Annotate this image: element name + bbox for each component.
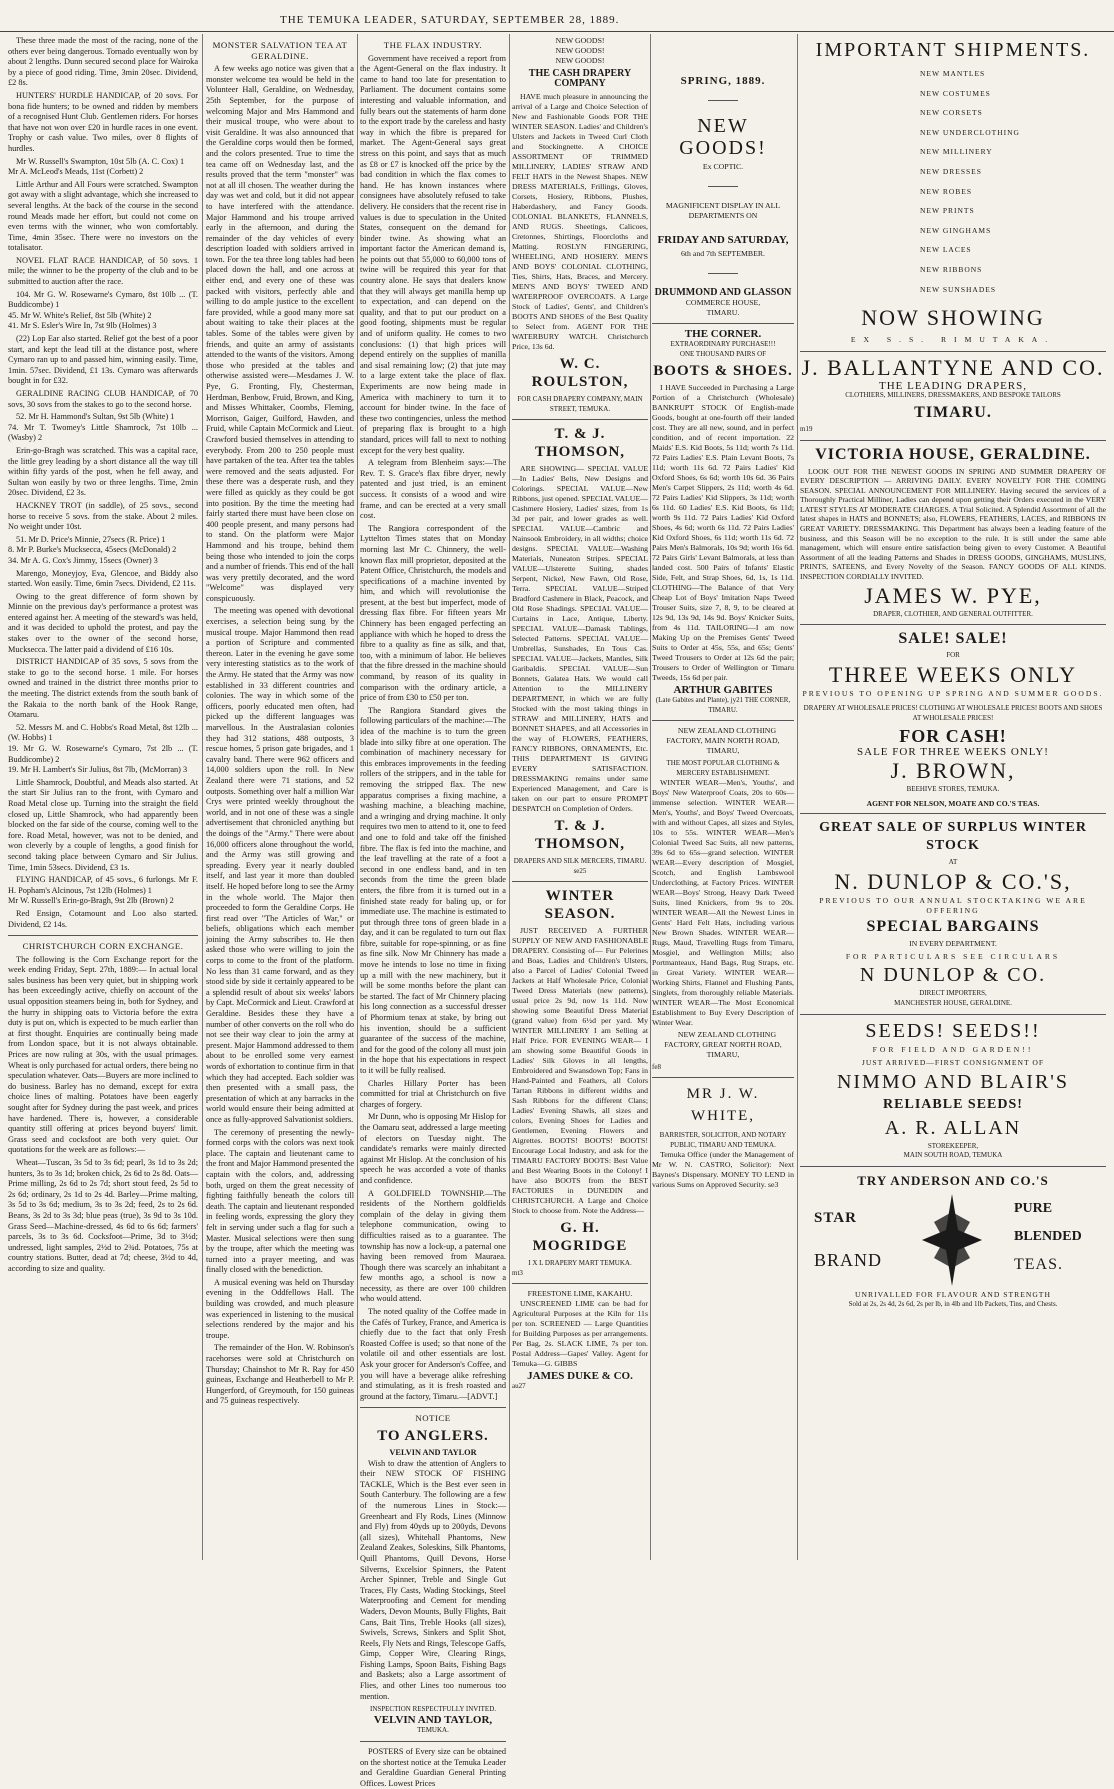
salvation-body-2: The meeting was opened with devotional exercises, a selection being sung by the musical troupe. Major Hammond then read a portion of Scripture and commented thereon. Later in the evening he gave some very interesting statistics as to the work of the Army. He stated that the Army was now established in 33 different countries and colonies. The way in which some of the officers, poorly educated men often, had picked up the different languages was marvellous. In the Australasian colonies they had 312 stations, 488 outposts, 3 rescue homes, 5 prison gate brigades, and 1 cavalry band. There were 962 officers and 14,000 soldiers upon the roll. In New Zealand there were 71 stations, and 52 outposts. Something over half a million War Crys were printed weekly throughout the world, and in not one of these was a single advertisement that chronicled anything but the doings of the "Army." There were about 16,000 officers alone throughout the world, and the Army was still growing and spreading. Every year it nearly doubled itself, and last year it more than doubled itself. He hoped before long to see the Army in the whole world. The Major then proceeded to form the Geraldine Corps. He first read over "The Articles of War," or beliefs, obligations which each member joining the Army subscribes to. He then asked those who were willing to join the corps to come to the front of the platform. No less than 31 came forward, and as they stood side by side it certainly appeared to be a splendid result of about six weeks' labors by Capt. McCormick and Lieut. Crawford at Geraldine. Besides these they have a number of other converts on the roll who do not see their way clear to join the army at present. Major Hammond addressed to them about to be enrolled some very earnest words of exhortation to continue firm in that which they had accepted. Each soldier was then presented with a small pass, the presentation of which at any barracks in the world would ensure their being admitted at once as fully-approved Salvationist soldiers.	[206, 606, 354, 1124]
spring-heading: SPRING, 1889.	[680, 75, 766, 87]
corn-exchange-heading: CHRISTCHURCH CORN EXCHANGE.	[22, 941, 184, 952]
hurdle-handicap: HUNTERS' HURDLE HANDICAP, of 20 sovs. For bona fide hunters; to be owned and ridden by members of a recognised Hunt Club. Gentlemen riders. For horses that have not won over £20 in hurdle races in one event. Trophy or cash value. Two miles, over 8 flights of hurdles.	[8, 90, 198, 153]
thomson-name: T. & J. THOMSON,	[534, 426, 626, 460]
pure-label: PURE	[1014, 1200, 1053, 1216]
previous-line: PREVIOUS TO OPENING UP SPRING AND SUMMER GOODS.	[802, 688, 1104, 698]
page-title: THE TEMUKA LEADER, SATURDAY, SEPTEMBER 28, 1889.	[280, 14, 620, 26]
velvin-town: TEMUKA.	[417, 1726, 449, 1735]
commerce-house: COMMERCE HOUSE,	[685, 298, 761, 307]
cash-drapery-heading: THE CASH DRAPERY COMPANY	[528, 68, 632, 89]
posters-advert: POSTERS of Every size can be obtained on the shortest notice at the Temuka Leader and Geraldine Guardian General Printing Offices. Lowest Prices	[360, 1747, 506, 1788]
geraldine-report: Erin-go-Bragh was scratched. This was a capital race, the little grey leading by a short distance all the way till within fifty yards of the post, when he fell away, and Sultan won easily by two or three lengths. Time, 2min 20sec. Dividend, £2 3s.	[8, 445, 198, 498]
cash-drapery-body: HAVE much pleasure in announcing the arrival of a Large and Choice Selection of New and Fashionable Goods FOR THE WINTER SEASON. Ladies' and Children's Ulsters and Jackets in Tweed Curl Cloth and Stockingnette. A CHOICE ASSORTMENT OF TRIMMED MILLINERY, LADIES' STRAW AND FELT HATS in the Newest Shapes. NEW DRESS MATERIALS, Frillings, Gloves, Corsets, Hosiery, Ribbons, Plushes, Haberdashery, and Fancy Goods. COLONIAL BLANKETS, FLANNELS, AND RUGS. Sheetings, Calicoes, Cretonnes, Shirtings, Floorcloths and Matting. ROSLYN FINGERING, WHEELING, AND HOSIERY. MEN'S AND BOYS' COLONIAL CLOTHING, Ties, Shirts, Hats, Braces, and Mercery. MEN'S AND BOYS' TWEED AND WATERPROOF OVERCOATS. A Large Stock of Ladies', Gents', and Children's BOOTS AND SHOES of the Best Quality to Select from. AGENT FOR THE WATERBURY WATCH. Christchurch Price, 13s 6d.	[512, 92, 648, 351]
agent-line: AGENT FOR NELSON, MOATE AND CO.'S TEAS.	[866, 798, 1040, 808]
new-goods-1: NEW GOODS!	[555, 36, 605, 45]
column-divider	[509, 34, 510, 1560]
divider	[652, 323, 794, 324]
sale-heading: SALE! SALE!	[898, 630, 1008, 648]
storekeeper: STOREKEEPER,	[927, 1141, 979, 1150]
notice-heading: NOTICE	[415, 1413, 451, 1424]
thomson-sub: DRAPERS AND SILK MERCERS, TIMARU. se25	[513, 857, 647, 875]
just-arrived: JUST ARRIVED—FIRST CONSIGNMENT OF	[861, 1058, 1045, 1068]
hackney-trot: HACKNEY TROT (in saddle), of 25 sovs., second horse to receive 5 sovs. from the stake. About 2 miles. No weight under 10st.	[8, 500, 198, 532]
pye-name: JAMES W. PYE,	[864, 582, 1042, 608]
rimutaka-line: EX S.S. RIMUTAKA.	[850, 335, 1056, 345]
nz-clothing-footer: NEW ZEALAND CLOTHING FACTORY, GREAT NORTH ROAD, TIMARU,	[664, 1030, 782, 1059]
try-anderson: TRY ANDERSON AND CO.'S	[857, 1172, 1049, 1188]
divider	[800, 440, 1106, 441]
pye-sub: DRAPER, CLOTHIER, AND GENERAL OUTFITTER.	[873, 609, 1033, 618]
special-bargains: SPECIAL BARGAINS	[866, 918, 1040, 936]
list-item: NEW CORSETS	[920, 108, 983, 118]
mogridge-sub: I X L DRAPERY MART TEMUKA.	[528, 1259, 632, 1267]
roulston-name: W. C. ROULSTON,	[531, 356, 629, 390]
geraldine-handicap: GERALDINE RACING CLUB HANDICAP, of 70 sovs, 30 sovs from the stakes to go to the second horse.	[8, 389, 198, 409]
divider	[8, 935, 198, 936]
allan-name: A. R. ALLAN	[884, 1116, 1022, 1139]
list-item: NEW GINGHAMS	[920, 225, 992, 235]
divider	[800, 624, 1106, 625]
flax-body-4: The Rangiora Standard gives the following particulars of the machine:—The idea of the machine is to turn the green blade into silky fibre at one operation. The combination of machinery necessary for this embraces improvements in the feeding rollers of the strippers, and in the table for removing the stripped flax. The new apparatus comprises a fixing machine, a washing machine, a bleaching machine, and a wringing and drying machine. It only requires two men to attend to it, one to feed and one to fold and take off the finished fibre. The flax is fed into the machine, and the leaf travelling at the rate of a foot a second in one endless band, and in ten seconds from the time the green blade enters, the fibre from it is turned out in a finished state ready for baling up, or for immediate use. The machine is estimated to put through three tons of green blade in a day, and it can be regulated to turn out flax fibre, suitable for rope-spinning, or as fine as fine silk. Now Mr Chinnery has made a move he intends to lose no time in fixing up a mill with the new machinery, but it will be some months before the plant can be started. The fact of Mr Chinnery placing his long connection as a successful dresser of Phormium tenax at stake, by bring out his invention, should be a sufficient guarantee of the success of the machine, and for the good of the colony all must join in the hope that his expectations in respect to it will be fully realised.	[360, 705, 506, 1075]
star-icon	[922, 1194, 982, 1286]
unrivalled-line: UNRIVALLED FOR FLAVOUR AND STRENGTH	[855, 1289, 1051, 1299]
previous-stocktaking: PREVIOUS TO OUR ANNUAL STOCKTAKING WE ARE OFFERING	[819, 895, 1087, 915]
brand-label: BRAND	[814, 1249, 883, 1270]
mogridge-code: mt3	[512, 1269, 523, 1277]
drummond-name: DRUMMOND AND GLASSON	[654, 287, 792, 298]
direct-importers: DIRECT IMPORTERS,	[919, 989, 987, 998]
divider	[800, 1166, 1106, 1167]
magnificent-line: MAGNIFICENT DISPLAY IN ALL DEPARTMENTS ON	[665, 201, 781, 220]
nz-clothing-heading: NEW ZEALAND CLOTHING FACTORY, MAIN NORTH ROAD, TIMARU,	[666, 726, 780, 755]
important-shipments: IMPORTANT SHIPMENTS.	[815, 39, 1091, 61]
divider	[708, 186, 738, 187]
list-item: NEW SUNSHADES	[920, 284, 996, 294]
clothiers-line: CLOTHIERS, MILLINERS, DRESSMAKERS, AND BESPOKE TAILORS	[845, 391, 1061, 400]
novel-report: (22) Lop Ear also started. Relief got the best of a poor start, and kept the lead till at the distance post, where Cymaro ran up to and passed him, winning easily. Time, 1min. 57sec. Dividend, £1 13s. Cymaro was afterwards bought in for £32.	[8, 334, 198, 386]
column-flax-industry	[360, 36, 506, 1788]
trot-report: Marengo, Moneyjoy, Eva, Glencoe, and Biddy also started. Won easily. Time, 6min 7secs. Dividend, £2 11s.	[8, 568, 198, 589]
sold-line: Sold at 2s, 2s 4d, 2s 6d, 2s per lb, in 4lb and 1lb Packets, Tins, and Chests.	[848, 1299, 1058, 1308]
divider	[652, 720, 794, 721]
goldfield-note: A GOLDFIELD TOWNSHIP.—The residents of the Northern goldfields complain of the delay in giving them telephone communication, owing to difficulties raised as to a guarantee. The township has now a lock-up, a paternal one having been removed from Mauraea. Though there was scarcely an inhabitant a few months ago, a school is now a necessity, as there are over 100 children who would attend.	[360, 1188, 506, 1304]
district-results: 52. Messrs M. and C. Hobbs's Road Metal, 8st 12lb ... (W. Hobbs) 1 19. Mr G. W. Rosewarne's Cymaro, 7st 2lb ... (T. Buddicombe) 2 19. Mr H. Lambert's Sir Julius, 8st 7lb, (McMorran) 3	[8, 722, 198, 775]
winter-wear-body: WINTER WEAR—Men's, Youths', and Boys' New Waterproof Coats, 20s to 60s—immense selection. WINTER WEAR—Men's, Youths', and Boys' Tweed Overcoats, with and without Capes, all sizes and Styles, 10s to 55s. WINTER WEAR—Men's Colonial Tweed Sac Suits, all new patterns, 39s 6d to 65s—grand selection. WINTER WEAR—Every description of Mosgiel, Scotch, and English Lambswool Underclothing, at Factory Prices. WINTER WEAR—Boys' Strong, Heavy Dark Tweed Suits, lined Knickers, from 9s to 20s. WINTER WEAR—All the Newest Lines in Gents' Hard Felt Hats, including various New Brown Shades. WINTER WEAR—Rugs, Maud, Travelling Rugs from Timaru, Mosgiel, and Wellington Mills; also Portmanteaux, Hand Bags, Rug Straps, etc. in Great Variety. WINTER WEAR—Working Shirts, Flannel and Flushing Pants, Singlets, from thoroughly reliable Materials. WINTER WEAR—The Most Economical Establishment to Buy Every Description of Winter Wear.	[652, 778, 794, 1027]
nz-clothing-code: fe8	[652, 1063, 661, 1071]
racehorse-sale: The remainder of the Hon. W. Robinson's racehorses were sold at Christchurch on Thursday; Chainshot to Mr R. Ray for 450 guineas, Exchange and Heatherbell to Mr P. Hungerford, of Greymouth, for 150 guineas and 75 guineas respectively.	[206, 1343, 354, 1406]
trot-results: 51. Mr D. Price's Minnie, 27secs (R. Price) 1 8. Mr P. Burke's Mucksecca, 45secs (McDonald) 2 34. Mr A. G. Cox's Jimmy, 15secs (Owner) 3	[8, 534, 177, 565]
protest-report: Owing to the great difference of form shown by Minnie on the previous day's performance a protest was entered against her. A meeting of the steward's was held, and it was decided to uphold the protest, and pay the stakes over to the owner of the second horse, Mucksecca. The latter paid a dividend of £16 10s.	[8, 591, 198, 654]
column-divider	[650, 34, 651, 1560]
divider	[708, 273, 738, 274]
star-label: STAR	[814, 1209, 857, 1226]
ballantyne-code: m19	[800, 424, 813, 433]
oamaru-note: Mr Dunn, who is opposing Mr Hislop for the Oamaru seat, addressed a large meeting of electors on Tuesday night. The candidate's remarks were mainly directed against Mr Hislop. At the conclusion of his speech he was accorded a vote of thanks and confidence.	[360, 1112, 506, 1185]
thomson-body: ARE SHOWING— SPECIAL VALUE—In Ladies' Belts, New Designs and Colorings. SPECIAL VALUE—New Ribbons, just opened. SPECIAL VALUE—Cashmere Hosiery, Ladies' sizes, from 1s 3d per pair, and lower grades as well. SPECIAL VALUE—Cambric and Nainsook Embroidery, in all widths; choice designs. SPECIAL VALUE—Washing Materials, Nuneaton Stripes. SPECIAL VALUE—Ulsterette Suiting, shades Serpent, Nickel, New Fawn, Old Rose, Terra. SPECIAL VALUE—Striped Bradford Cashmere in Black, Peacock, and Old Rose Shadings. SPECIAL VALUE—Curtains in Lace, Antique, Liberty. SPECIAL VALUE—Damask Tablings, Selected Patterns. SPECIAL VALUE—Umbrellas, Sunshades, En Tous Cas. SPECIAL VALUE—Jackets, Mantles, Silk Garibaldis. SPECIAL VALUE—Sun Bonnets, Galatea Hats. We would call Attention to the MILLINERY DEPARTMENT, in which we are fully Stocked with the most taking things in STRAW and MILLINERY, HATS and BONNET SHAPES, and all Accessories in the way of FLOWERS, FEATHERS, FANCY RIBBONS, ORNAMENTS, Etc. THIS DEPARTMENT IS GIVING EVERY SATISFACTION. DRESSMAKING remains under same Experienced Management, and Care is taken on our part to ensure PROMPT DESPATCH on Completion of Orders.	[512, 464, 648, 813]
new-goods-3: NEW GOODS!	[555, 56, 605, 65]
white-sub: BARRISTER, SOLICITOR, AND NOTARY PUBLIC, TIMARU AND TEMUKA.	[659, 1131, 787, 1149]
gabites-name: ARTHUR GABITES	[673, 684, 773, 696]
ballantyne-name: J. BALLANTYNE AND CO.	[801, 354, 1105, 380]
white-body: Temuka Office (under the Management of Mr W. N. CASTRO, Solicitor): Next Baynes's Dispensary. MONEY TO LEND in various Sums on Approved Security. se3	[652, 1150, 794, 1189]
every-department: IN EVERY DEPARTMENT.	[909, 939, 997, 949]
salvation-body-3: The ceremony of presenting the newly-formed corps with the colors was next took place. The captain and lieutenant came to the front and Major Hammond presented the captain with the colors, and, addressing both, urged on them the great necessity of fighting faithfully beneath the colors till death. The captain and lieutenant responded in feeling words, expressing the glory they felt in serving under such a flag for such a Master. Musical selections were then sung by the troupe, after which the meeting was turned into a prayer meeting, and was finally closed with the benediction.	[206, 1127, 354, 1275]
extraordinary-line: EXTRAORDINARY PURCHASE!!!	[670, 340, 776, 348]
flax-body-1: Government have received a report from the Agent-General on the flax industry. It came to hand too late for presentation to Parliament. The document contains some interesting and valuable information, and fully bears out the statements of harm done to the export trade by the careless and hasty way in which the fibre is prepared for market. The Agent-General says great stress on this point, and says that as much as £8 or £7 is knocked off the price by the bad condition in which the flax comes to hand. He has known instances where consignees have absolutely refused to take delivery. He considers that the recent rise in values is due to speculation in the United States, consequent on the demand for binder twine. As showing what an important factor the American demand is, he points out that 55,000 to 60,000 tons of twine will be required this year for that country alone. He says that dealers know that they will always get manilla hemp up to expectation, and can depend on the quality, and that to put our product on a good footing, shipments must be regular and of uniform quality. He comes to two conclusions: (1) that high prices will depend entirely on the supplies of manilla and sisal remaining low; (2) that jute may to a large extent take the place of flax. Experiments are now being made in America with machinery to turn it to account for binder twine. In the face of these two contingencies, unless the method of preparing flax is brought to a high standard, prices will fall to next to nothing except for the very best quality.	[360, 53, 506, 455]
district-handicap: DISTRICT HANDICAP of 35 sovs, 5 sovs from the stake to go to the second horse. 1 mile. For horses owned and trained in the district three months prior to the meeting. The district extends from the south bank of the Rakaia to the north bank of the Hook Range, Otamaru.	[8, 657, 198, 720]
coffee-advert: The noted quality of the Coffee made in the Cafés of Turkey, France, and America is chiefly due to the fact that only Fresh Roasted Coffee is used; so that none of the volatile oil and other essentials are lost. Ask your grocer for Anderson's Coffee, and you will have a beverage alike refreshing and stimulating, as it is fresh roasted and ground at the factory, Timaru.—[ADVT.]	[360, 1307, 506, 1401]
victoria-house: VICTORIA HOUSE, GERALDINE.	[815, 445, 1091, 463]
divider	[360, 1741, 506, 1742]
for-line: FOR	[946, 651, 960, 660]
list-item: NEW COSTUMES	[920, 88, 991, 98]
corner-heading: THE CORNER.	[684, 328, 762, 340]
reliable-seeds: RELIABLE SEEDS!	[883, 1096, 1023, 1112]
inspection-invited: INSPECTION RESPECTFULLY INVITED.	[369, 1705, 496, 1714]
divider	[512, 1283, 648, 1284]
column-divider	[202, 34, 203, 1560]
new-goods-heading: NEW GOODS!	[679, 115, 767, 159]
teas-label: TEAS.	[1014, 1255, 1063, 1273]
star-brand-advert	[800, 1194, 1106, 1286]
list-item: NEW RIBBONS	[920, 264, 983, 274]
divider	[512, 419, 648, 420]
winter-season-heading: WINTER SEASON.	[544, 888, 616, 922]
nz-clothing-popular: THE MOST POPULAR CLOTHING & MERCERY ESTABLISHMENT.	[666, 759, 780, 777]
flax-body-3: The Rangiora correspondent of the Lyttelton Times states that on Monday morning last Mr C. Chinnery, the well-known flax mill proprietor, deposited at the Patent Office, Christchurch, the models and specifications of a machine invented by him, and which will revolutionise the present, at the best but imperfect, mode of dressing flax fibre. For fifteen years Mr Chinnery has been engaged perfecting an appliance with which he hoped to dress the fibre to a quality as fine as silk, and that, too, with a minimum of labor. He believes that the fibre dressed in the machine should command, by reason of its quality in comparison with the ordinary article, a price of from £30 to £50 per ton.	[360, 523, 506, 703]
dunlop-name: N. DUNLOP & CO.'S,	[834, 868, 1072, 894]
salvation-body-1: A few weeks ago notice was given that a monster welcome tea would be held in the Volunteer Hall, Geraldine, on Wednesday, 25th September, for the purpose of welcoming Major and Mrs Hammond and their musical troupe, who were about to visit Geraldine. It was also announced that the Geraldine corps would then be formed, and the colors presented. True to time the tea came off on Wednesday last, and the results proved that the term "monster" was not at all ill chosen. The weather during the day was wet and cold, but it did not appear to have interfered with the attendance. Major Hammond and his troupe arrived early in the afternoon, and during the remainder of the day vehicles of every description loaded with soldiers arrived in town. For the tea three long tables had been placed down the hall, and one across at either end, and every one of these was packed with visitors, perfectly able and willing to do ample justice to the excellent fare provided, while a good many more sat about waiting to take their places at the tables. Some of the tables were given by friends, and quite an army of assistants attended to the wants of the visitors. Among those who presided at the tables and otherwise assisted were—Mesdames J. W. Pye, G. Fronting, Fly, Chesterman, Herdman, Benbow, Fruid, Brown, and King, and Misses Whittaker, Coombs, Fleming, Morrison, Gaiger, Guilford, Hawden, and Fruid, while Captain McCormick and Lieut. Crawford busied themselves in attending to everybody. From 200 to 250 people must have partaken of the tea. After tea the tables were removed and the seats adjusted. For these there was a desperate rush, and they were filled as quickly as they could be got into position. By the time the meeting had fairly started there must have been close on 400 people present, and many persons had to stand. On the platform were Major Hammond and his troupe, behind them being those who intended to join the corps and a number of friends. This end of the hall was very prettily decorated, and the word "Welcome" was displayed very conspicuously.	[206, 64, 354, 603]
list-item: NEW PRINTS	[920, 206, 975, 216]
hurdle-report: Little Arthur and All Fours were scratched. Swampton got away with a slight advantage, which she increased to several lengths. At the back of the course in the second round Meads made her effort, but could not come on even terms with the winner, who won comfortably. Time, 4min 35sec. There were no investors on the totalisator.	[8, 179, 198, 253]
anglers-heading: TO ANGLERS.	[377, 1428, 489, 1444]
dunlop-signature: N DUNLOP & CO.	[859, 964, 1047, 987]
drummond-town: TIMARU.	[706, 308, 740, 317]
september-dates: 6th and 7th SEPTEMBER.	[680, 249, 766, 258]
main-south-road: MAIN SOUTH ROAD, TEMUKA	[903, 1151, 1003, 1160]
forgery-note: Charles Hillary Porter has been committed for trial at Christchurch on five charges of forgery.	[360, 1078, 506, 1109]
flying-report: Red Ensign, Cotamount and Loo also started. Dividend, £2 14s.	[8, 908, 198, 929]
novel-handicap: NOVEL FLAT RACE HANDICAP, of 50 sovs. 1 mile; the winner to be the property of the club and to be submitted to auction after the race.	[8, 255, 198, 287]
friday-saturday: FRIDAY AND SATURDAY,	[657, 234, 789, 246]
thomson-signature: T. & J. THOMSON,	[534, 818, 626, 852]
blended-label: BLENDED	[1014, 1228, 1082, 1244]
list-item: NEW DRESSES	[920, 166, 982, 176]
list-item: NEW MILLINERY	[920, 147, 993, 157]
coptic-line: Ex COPTIC.	[702, 162, 744, 171]
column-store-ads	[652, 36, 794, 1558]
divider	[800, 351, 1106, 352]
corn-exchange-report: The following is the Corn Exchange report for the week ending Friday, Sept. 27th, 1889:— In actual local sales business has been very quiet, but in shipping work has been exceedingly active, chiefly on account of the usual opposition steamers being in, both for Sydney, and the hurry in shipping oats to Victoria before the extra duty is put on, which is expected to be much earlier than at first thought. Enquiries are continually being made from London space, but it is not always obtainable. Prices are now ruling at 30s, with the usual primages. Wheat is only purchased for actual orders, there being no speculation whatever. Oats—Buyers are more inclined to do business. Barley has no demand, except for extra choice lines of malting. Potatoes have been eagerly sought after for Sydney during the past week, and prices have hardened. There is, however, a considerable quantity still offering at prices beyond buyers' limit. Grass seed and cocksfoot are both very quiet. Our quotations for the week are as follows:—	[8, 954, 198, 1155]
shipments-list	[800, 64, 1106, 299]
seeds-heading: SEEDS! SEEDS!!	[865, 1019, 1041, 1042]
divider	[800, 813, 1106, 814]
nimmo-blair: NIMMO AND BLAIR'S	[836, 1070, 1070, 1093]
now-showing: NOW SHOWING	[861, 305, 1045, 331]
thousand-pairs: ONE THOUSAND PAIRS OF	[679, 350, 767, 358]
freestone-heading: FREESTONE LIME, KAKAHU.	[527, 1289, 633, 1298]
divider	[800, 1014, 1106, 1015]
boots-body: I HAVE Succeeded in Purchasing a Large Portion of a Christchurch (Wholesale) BANKRUPT STOCK Of English-made Goods, bought at one-fourth off their landed cost. They are all new, sound, and in perfect condition, and of recent importation. 22 Maids' E.S. Kid Boots, 5s 11d; worth 7s 11d. 72 Pairs Ladies' E.S. Plain Levant Boots, 7s 11d; worth 11s 6d. 72 Pairs Ladies' Kid Oxford Shoes, 6s 6d; worth 10s 6d. 36 Pairs Men's Carpet Slippers, 2s 11d; worth 4s 6d. 72 Pairs Ladies' Kid Slippers, 3s 11d; worth 6s 11d. 60 Ladies' E.S. Kid Boots, 6s 11d; worth 9s 11d. 72 Pairs Ladies' Kid Oxford Shoes, 4s 6d; worth 6s 11d. 72 Pairs Ladies' Kid Oxford Shoes, 6s 11d; worth 11s 6d. 72 Pairs Men's Balmorals, 10s 9d; worth 16s 6d. 72 Pairs Girls' Levant Balmorals, at less than landed cost. 500 Pairs of Infants' Elastic Side, Felt, and Strap Shoes, 6d, 1s, 1s 11d. CLOTHING—The Balance of that Very Cheap Lot of Boys' Imitation Naps Tweed Trouser Suits, size 7, 8, 9, to be cleared at 12s 9d, 13s 9d, 14s 9d. Boys' Knicker Suits, from 4s 11d. TAILORING—I am now Making Up on the Premises Gents' Tweed Suits to Order at 45s, 55s, and 65s; Gents' Tweed Trousers to Order at 12s 6d the pair; Trousers to Order of Wellington or Timaru Tweeds, 15s 6d per pair.	[652, 383, 794, 682]
list-item: NEW UNDERCLOTHING	[920, 127, 1020, 137]
column-drapery-ads	[512, 36, 648, 1558]
white-name: MR J. W. WHITE,	[686, 1086, 760, 1124]
duke-name: JAMES DUKE & CO.	[527, 1370, 633, 1382]
brown-name: J. BROWN,	[890, 758, 1016, 784]
column-salvation-tea	[206, 36, 354, 1558]
duke-code: au27	[512, 1382, 526, 1390]
hurdle-results: Mr W. Russell's Swampton, 10st 5lb (A. C. Cox) 1 Mr A. McLeod's Meads, 11st (Corbett) 2	[8, 156, 185, 177]
salvation-body-4: A musical evening was held on Thursday evening in the Oddfellows Hall. The building was crowded, and much pleasure was experienced in listening to the musical selections rendered by the major and his troupe.	[206, 1277, 354, 1340]
flax-heading: THE FLAX INDUSTRY.	[383, 40, 483, 50]
list-item: NEW ROBES	[920, 186, 972, 196]
winter-season-body: JUST RECEIVED A FURTHER SUPPLY OF NEW AND FASHIONABLE DRAPERY. Consisting of— Fur Pelerines and Boas, Ladies and Children's Ulsters, also a Parcel of Ladies' Colonial Tweed Jackets at Half Wholesale Price, Colonial Tweed Dress Materials (new patterns), usual price 2s 9d, now 1s 11d. Now showing some Beautiful Dress Material (grand value) from 6½d per yard. My WINTER MILLINERY I am Selling at Half Price. FOR EVENING WEAR— I am showing some Beautiful Goods in Ladies' Silk Gloves in all lengths, Embroidered and Swansdown Top; Fans in Hand-Painted and Feathers, all Colors Tartan Ribbons in different widths and Sash Ribbons for the different Clans; Ladies' Evening Shawls, all sizes and colors, Evening Shoes for Ladies and Gentlemen, Evening Flowers and Aigrettes. BOOTS! BOOTS! BOOTS! Encourage Local Industry, and ask for the TIMARU FACTORY BOOTS: Best Value and Best Wearing Boots in the Colony! I have also BOOTS from the BEST FACTORIES in DUNEDIN and CHRISTCHURCH. A Large and Choice Stock to choose from. Note the Address—	[512, 926, 648, 1215]
particulars-line: FOR PARTICULARS SEE CIRCULARS	[845, 951, 1061, 961]
three-weeks-only: THREE WEEKS ONLY	[828, 661, 1078, 687]
salvation-tea-heading: MONSTER SALVATION TEA AT GERALDINE.	[212, 40, 348, 61]
boots-shoes-heading: BOOTS & SHOES.	[653, 363, 793, 379]
district-report: Little Shamrock, Doubtful, and Meads also started. At the start Sir Julius ran to the front, with Cymaro and Road Metal close up. Turning into the straight the field closed up, Little Shamrock, who had apparently been blocked on the far side of the course, coming well to the fore. Road Metal, however, was not to be denied, and won cleverly by a couple of lengths, a good finish for second taking place between Cymaro and Sir Julius. Time, 1min 53secs. Dividend, £3 1s.	[8, 777, 198, 872]
gabites-sub: (Late Gabites and Plante), jy21 THE CORNER, TIMARU.	[655, 696, 791, 714]
column-wide-ads	[800, 36, 1106, 1558]
list-item: NEW LACES	[920, 245, 972, 255]
at-line: AT	[948, 858, 958, 867]
victoria-body: LOOK OUT FOR THE NEWEST GOODS IN SPRING AND SUMMER DRAPERY OF EVERY DESCRIPTION — ARRIVING DAILY. EVERY NOVELTY FOR THE COMING SEASON. SPECIAL ANNOUNCEMENT FOR MILLINERY. Having secured the services of a Thoroughly Practical Milliner, Ladies can depend upon getting their Orders executed in the VERY LATEST STYLES AT MODERATE CHARGES. A Trial Solicited. A Splendid Assortment of all the latest shapes in HATS and BONNETS; also, FLOWERS, FEATHERS, LACES, and RIBBONS IN GREAT VARIETY. DRESSMAKING. This Department has always been a leading feature of the business, and this Season will be no exception to the rule. It is still under the same able management, which will ensure entire satisfaction being given to every Customer. A Beautiful Assortment of all the leading Patterns and Shades in DRESS GOODS, GINGHAMS, MUSLINS, PRINTS, SATEENS, and Every Novelty of the Season. FANCY GOODS OF ALL KINDS. INSPECTION CORDIALLY INVITED.	[800, 466, 1106, 582]
leading-drapers: THE LEADING DRAPERS,	[878, 379, 1028, 392]
divider	[360, 1407, 506, 1408]
great-sale: GREAT SALE OF SURPLUS WINTER STOCK	[819, 820, 1087, 854]
velvin-signature: VELVIN AND TAYLOR,	[373, 1713, 493, 1726]
corn-exchange-prices: Wheat—Tuscan, 3s 5d to 3s 6d; pearl, 3s 1d to 3s 2d; hunters, 3s to 3s 1d; broken chick, 2s 6d to 2s 8d. Oats—Prime milling, 2s 6d to 2s 7d; short stout feed, 2s 5d to 2s 6d; ordinary, 2s 1d to 2s 4d. Barley—Prime malting, 3s 5d to 3s 6d; medium, 3s to 3s 2d; feed, 2s to 2s 6d. Beans, 3s 2d to 3s 3d; blue peas (true), 3s 9d to 3s 10d. Grass Seed—Machine-dressed, 4s 6d to 6s 6d; farmers' parcels, 3s to 3s 6d. Cocksfoot—Prime, 3d to 3½d; undressed, light samples, 2½d to 2¾d. Potatoes, 75s at country stations. Butter, dead at 7d; cheese, 3½d to 4d, according to size and quality.	[8, 1157, 198, 1273]
manchester-house: MANCHESTER HOUSE, GERALDINE.	[894, 998, 1012, 1007]
list-item: NEW MANTLES	[920, 69, 986, 78]
column-racing-corn	[8, 36, 198, 1558]
field-garden: FOR FIELD AND GARDEN!!	[872, 1044, 1034, 1054]
beehive-stores: BEEHIVE STORES, TEMUKA.	[906, 785, 1000, 794]
mogridge-name: G. H. MOGRIDGE	[532, 1220, 628, 1254]
column-divider	[357, 34, 358, 1560]
column-divider	[797, 34, 798, 1560]
for-cash: FOR CASH!	[899, 725, 1007, 746]
divider	[652, 1077, 794, 1078]
ballantyne-town: TIMARU.	[914, 403, 992, 421]
flying-handicap: FLYING HANDICAP, of 45 sovs., 6 furlongs. Mr F. H. Popham's Alcinous, 7st 12lb (Holmes) 1 Mr W. Russell's Erin-go-Bragh, 9st 2lb (Brown) 2	[8, 875, 198, 906]
racing-report: These three made the most of the racing, none of the others ever being dangerous. Tornado eventually won by about 2 lengths. Dunn secured second place for Wairoka by a piece of good riding. Time, 3min 20sec. Dividend, £2 8s.	[8, 36, 198, 88]
sale-three-weeks: SALE FOR THREE WEEKS ONLY!	[857, 745, 1049, 758]
masthead	[0, 0, 1114, 32]
flax-body-2: A telegram from Blenheim says:—The Rev. T. S. Grace's flax fibre dryer, newly patented and just tried, is an eminent success. It consists of a wood and wire frame, and can be erected at a very small cost.	[360, 458, 506, 521]
roulston-sub: FOR CASH DRAPERY COMPANY, MAIN STREET, TEMUKA.	[517, 395, 643, 413]
wholesale-lines: DRAPERY AT WHOLESALE PRICES! CLOTHING AT WHOLESALE PRICES! BOOTS AND SHOES AT WHOLESALE PRICES!	[803, 704, 1103, 722]
freestone-body: UNSCREENED LIME can be had for Agricultural Purposes at the Kiln for 11s per ton. SCREENED — Large Quantities for Building Purposes as per arrangements. Per Bag, 2s. SLACK LIME, 7s per ton. Postal Address—Gapes' Valley. Agent for Temuka—G. GIBBS	[512, 1299, 648, 1368]
anglers-body: Wish to draw the attention of Anglers to their NEW STOCK OF FISHING TACKLE, Which is the Best ever seen in South Canterbury. The following are a few of the numerous Lines in Stock:—Greenheart and Fly Rods, Lines (Minnow and Fly) from 40yds up to 200yds, Devons (all sizes), Whitehall Phantoms, New Zealand Zeakes, Soleskins, Silk Phantoms, Quill Phantoms, Quill Devons, Horse Silverns, Excelsior Spinners, the Patent Archer Spinner, Treble and Single Gut Traces, Fly Casts, Wading Stockings, Steel Waterproofing and Cement for mending Waders, Devon Mounts, Bully Flights, Bait Cans, Bait Tins, Treble Hooks (all sizes), Swivels, Screws, Sinkers and Split Shot, Reels, Fly Nets and Rings, Telescope Gaffs, Gimp, Copper Wire, Clearing Rings, Fishing Lamps, Spoon Baits, Fishing Bags and Baskets; also a Large assortment of Flies, and other Lines too numerous too mention.	[360, 1458, 506, 1701]
geraldine-results: 52. Mr H. Hammond's Sultan, 9st 5lb (White) 1 74. Mr T. Twomey's Little Shamrock, 7st 10lb ... (Wasby) 2	[8, 412, 198, 443]
divider	[512, 881, 648, 882]
divider	[708, 100, 738, 101]
novel-results: 104. Mr G. W. Rosewarne's Cymaro, 8st 10lb ... (T. Buddicombe) 1 45. Mr W. White's Relief, 8st 5lb (White) 2 41. Mr S. Esler's Wire In, 7st 9lb (Holmes) 3	[8, 289, 198, 331]
new-goods-2: NEW GOODS!	[555, 46, 605, 55]
velvin-name: VELVIN AND TAYLOR	[389, 1448, 477, 1457]
